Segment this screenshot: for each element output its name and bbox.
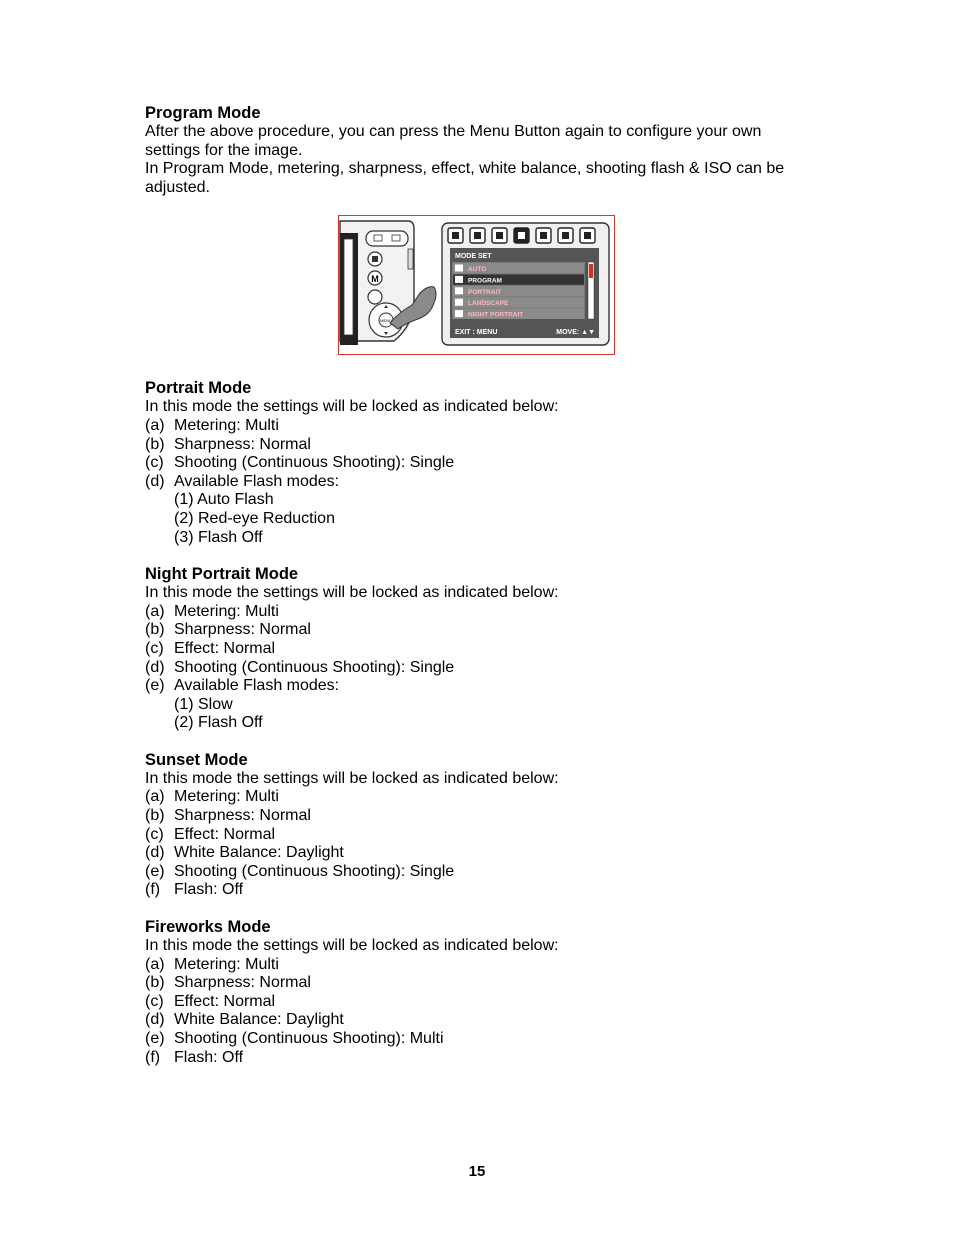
menu-item-label: AUTO [468,266,487,274]
home-icon [580,228,595,243]
list-item: (b) Sharpness: Normal [145,621,311,639]
frame-icon [448,228,463,243]
menu-tab-bar [448,228,595,243]
list-item: (c) Effect: Normal [145,639,276,657]
settings-list [145,956,805,1068]
sub-list-item: (1) Auto Flash [174,491,274,509]
section-title: Program Mode [145,104,261,122]
sub-list-item: (3) Flash Off [174,528,263,546]
section-title: Night Portrait Mode [145,565,299,584]
list-item: (a) Metering: Multi [145,788,279,806]
menu-footer-move: MOVE: ▲▼ [556,329,595,337]
menu-item-label: LANDSCAPE [468,300,509,308]
tools-icon [492,228,507,243]
menu-item-auto[interactable] [453,263,584,273]
section-intro: In this mode the settings will be locked as indicated below: [145,584,559,602]
camera-menu-illustration [338,215,615,355]
list-item: (f) Flash: Off [145,881,244,899]
menu-item-landscape[interactable] [453,298,584,308]
page-number: 15 [468,1163,486,1180]
menu-list [453,263,584,319]
menu-footer-exit: EXIT : MENU [455,329,498,337]
section-portrait-mode [145,379,805,547]
lcd-screen [442,223,609,345]
menu-item-program[interactable] [453,275,584,285]
list-item: (d) White Balance: Daylight [145,1011,344,1029]
section-fireworks-mode [145,918,805,1067]
list-item: (b) Sharpness: Normal [145,807,311,825]
section-intro: In this mode the settings will be locked as indicated below: [145,769,559,787]
menu-item-portrait[interactable] [453,286,584,296]
list-item: (c) Shooting (Continuous Shooting): Single [145,454,455,472]
paragraph: After the above procedure, you can press the Menu Button again to configure your own settings for the image. [145,123,762,159]
sub-list-item: (1) Slow [174,695,233,713]
list-item: (e) Shooting (Continuous Shooting): Single [145,862,455,880]
mode-icon [455,276,463,283]
menu-title: MODE SET [455,253,492,261]
grid-icon [558,228,573,243]
mode-icon [455,265,463,272]
list-item: (b) Sharpness: Normal [145,435,311,453]
list-item: (c) Effect: Normal [145,825,276,843]
camera-menu-figure [338,215,615,355]
scene-icon [514,228,529,243]
face-icon [470,228,485,243]
list-item: (b) Sharpness: Normal [145,974,311,992]
menu-item-night-portrait[interactable] [453,309,584,319]
section-intro: In this mode the settings will be locked as indicated below: [145,937,559,955]
mode-icon [455,299,463,306]
sub-list-item: (2) Red-eye Reduction [174,509,335,527]
scroll-thumb [589,264,593,278]
list-item: (e) Shooting (Continuous Shooting): Multi [145,1030,444,1047]
menu-item-label: PROGRAM [468,277,502,285]
menu-button-label: MENU [380,318,392,324]
page-content [145,104,805,1085]
list-item: (d) Shooting (Continuous Shooting): Single [145,658,455,676]
section-title: Sunset Mode [145,750,248,769]
section-intro: In this mode the settings will be locked as indicated below: [145,398,559,416]
delete-button-icon [368,290,382,304]
menu-item-label: NIGHT PORTRAIT [468,311,524,319]
flash-modes-list [145,491,805,547]
menu-item-label: PORTRAIT [468,289,502,297]
flash-modes-list [145,696,805,733]
settings-list [145,603,805,696]
mode-button-label: M [371,274,379,285]
list-item: (c) Effect: Normal [145,992,276,1010]
paragraph: In Program Mode, metering, sharpness, effect, white balance, shooting flash & ISO can be adjusted. [145,160,785,196]
section-sunset-mode [145,751,805,900]
list-item: (e) Available Flash modes: [145,677,340,695]
adjust-icon [536,228,551,243]
camera-back [340,221,414,345]
list-item: (a) Metering: Multi [145,602,279,620]
section-title: Portrait Mode [145,379,252,398]
list-item: (d) Available Flash modes: [145,472,340,490]
list-item: (a) Metering: Multi [145,955,279,973]
section-title: Fireworks Mode [145,918,271,937]
settings-list [145,788,805,900]
section-program-mode [145,104,805,197]
list-item: (a) Metering: Multi [145,416,279,434]
mode-icon [455,310,463,317]
settings-list [145,417,805,491]
mode-icon [455,288,463,295]
list-item: (d) White Balance: Daylight [145,844,344,862]
section-night-portrait-mode [145,565,805,733]
sub-list-item: (2) Flash Off [174,714,263,732]
list-item: (f) Flash: Off [145,1048,244,1066]
